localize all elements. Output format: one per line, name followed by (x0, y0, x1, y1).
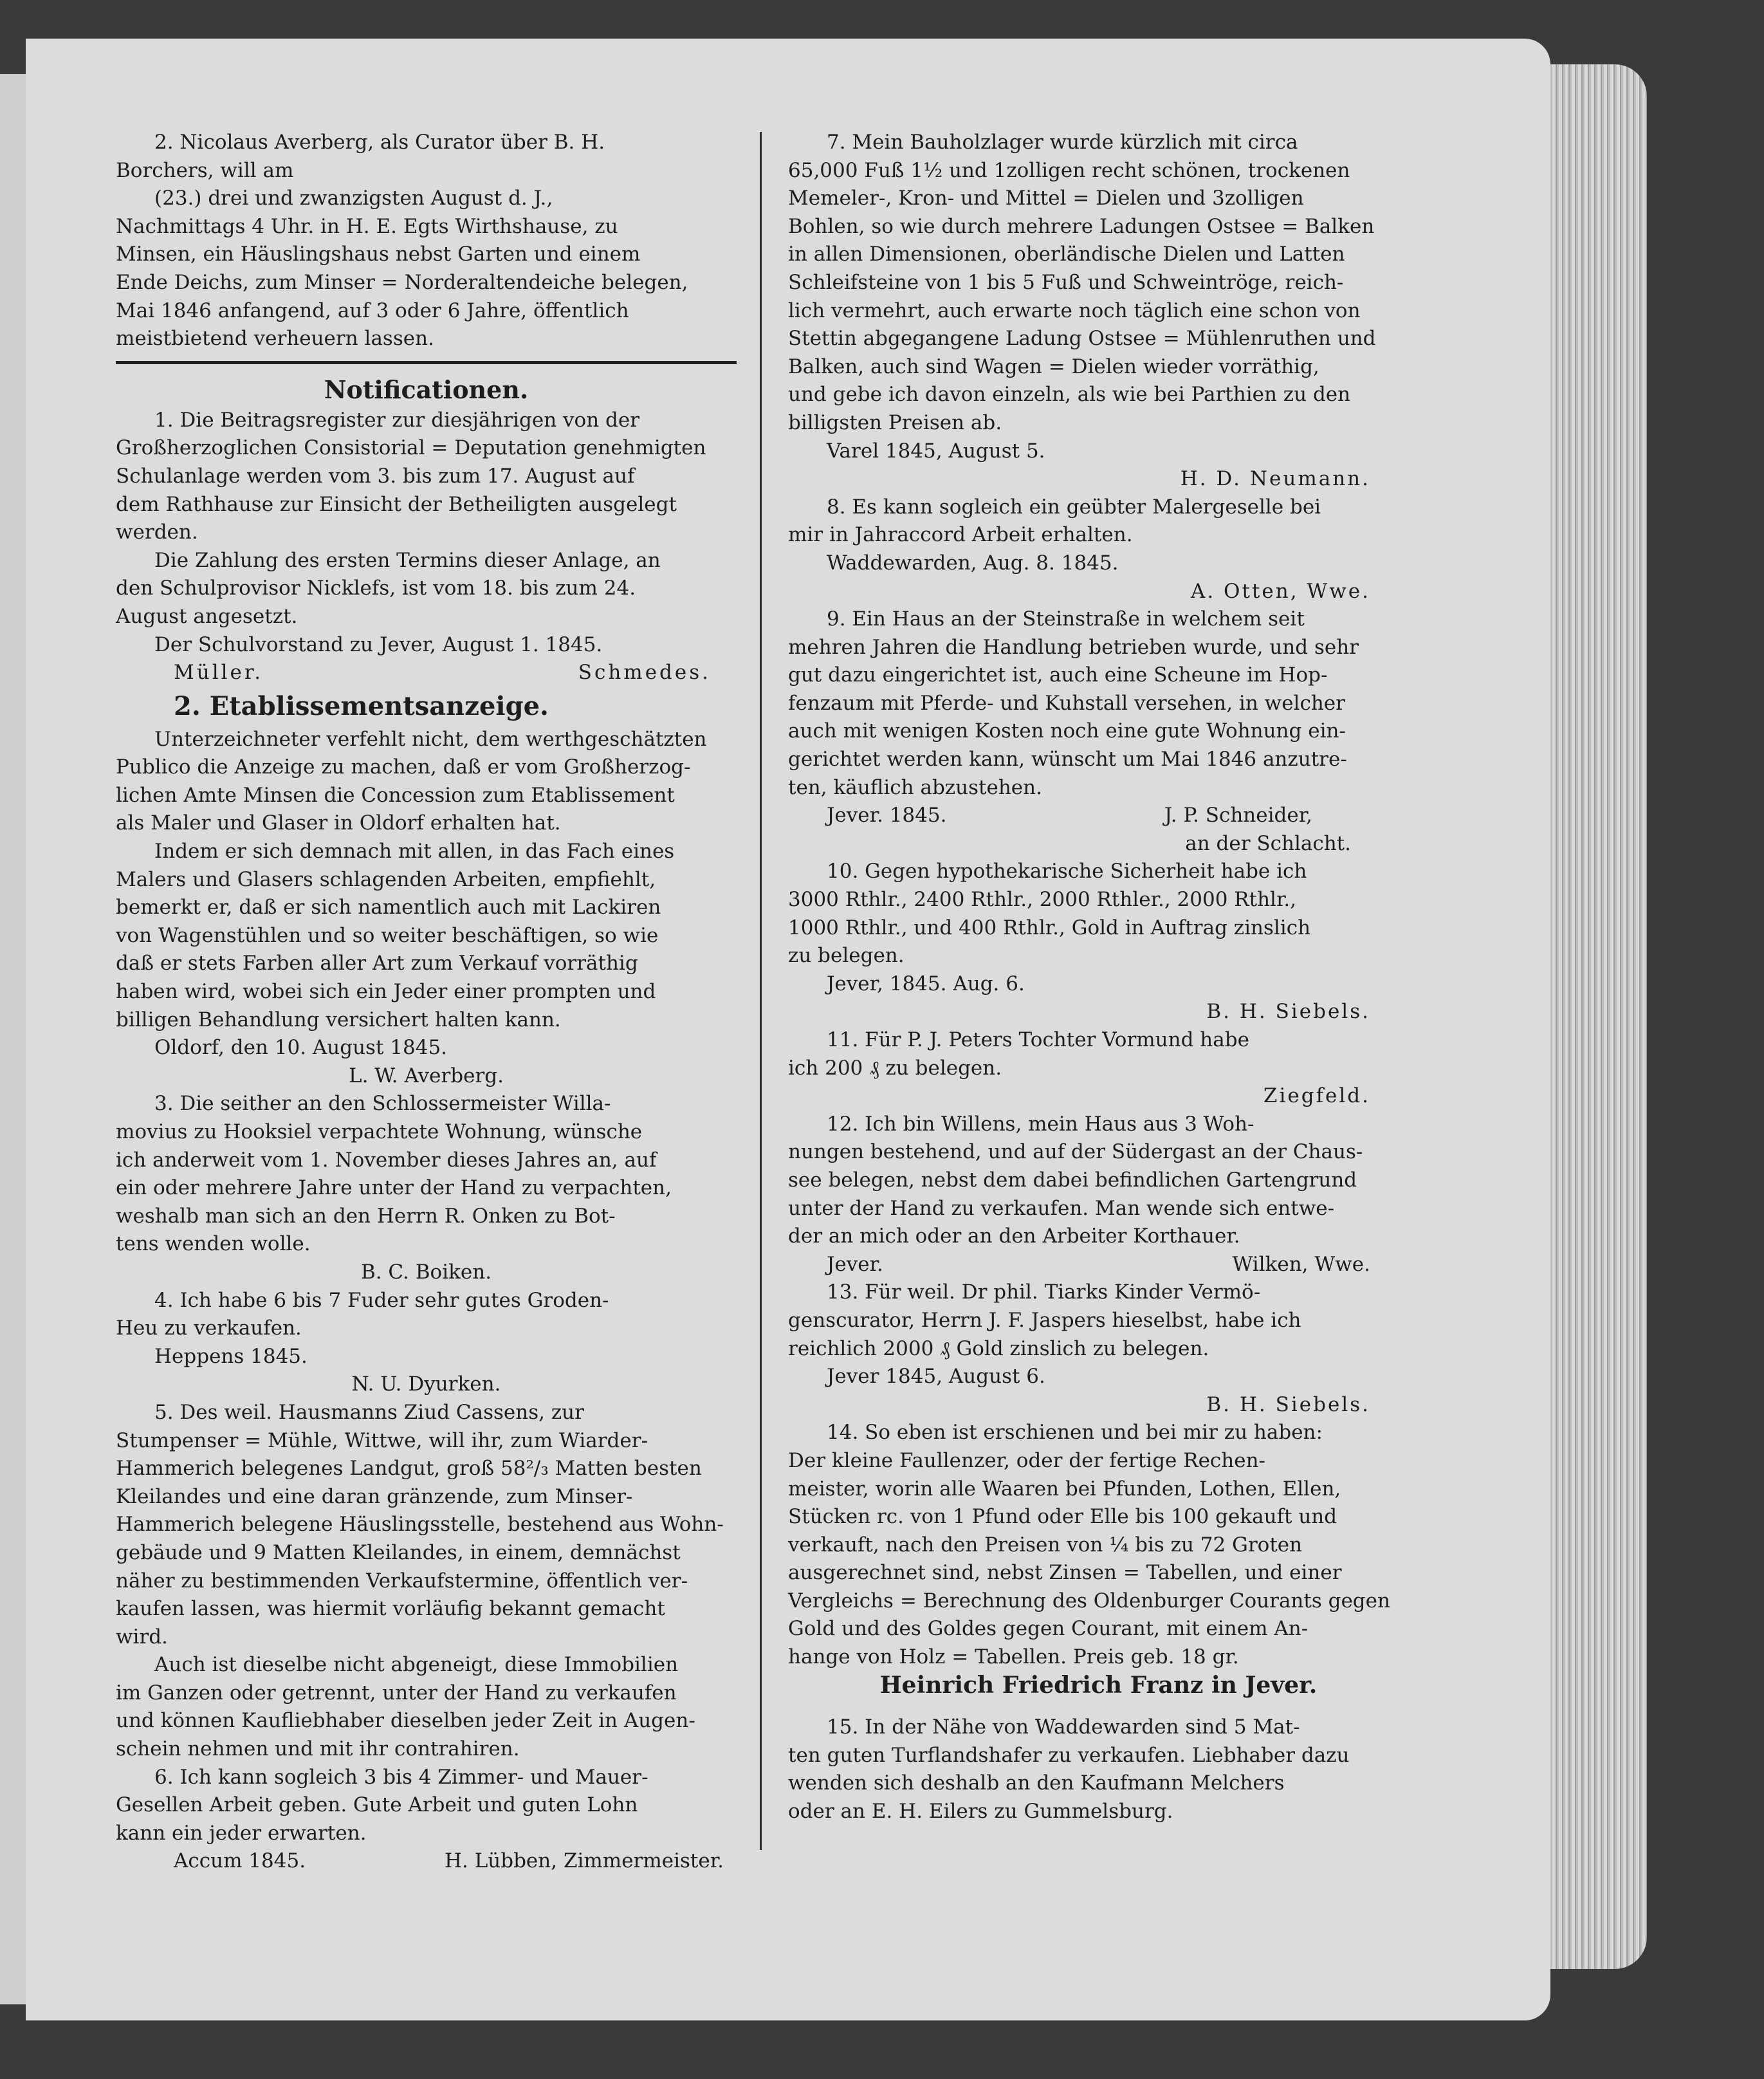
signature-averberg: L. W. Averberg. (349, 1064, 504, 1087)
text-line: oder an E. H. Eilers zu Gummelsburg. (788, 1800, 1173, 1824)
signature-franz: Heinrich Friedrich Franz in Jever. (879, 1671, 1318, 1699)
place-accum: Accum 1845. (174, 1849, 306, 1873)
text-line: haben wird, wobei sich ein Jeder einer prompten und (116, 980, 656, 1004)
left-column (116, 129, 737, 1876)
signature-boiken: B. C. Boiken. (360, 1260, 492, 1284)
text-line: meistbietend verheuern lassen. (116, 327, 434, 351)
text-line: dem Rathhause zur Einsicht der Betheiligten ausgelegt (116, 492, 677, 516)
text-line: hange von Holz = Tabellen. Preis geb. 18 gr. (788, 1645, 1239, 1669)
text-line: Minsen, ein Häuslingshaus nebst Garten und einem (116, 243, 641, 266)
left-page-edge (0, 74, 26, 2004)
signature-otten: A. Otten, Wwe. (1190, 579, 1370, 603)
text-line: wird. (116, 1625, 168, 1649)
text-line: 9. Ein Haus an der Steinstraße in welchem seit (827, 607, 1305, 631)
notice-4-hay (116, 1287, 737, 1371)
text-line: ausgerechnet sind, nebst Zinsen = Tabellen, und einer (788, 1561, 1342, 1585)
text-line: gut dazu eingerichtet ist, auch eine Scheune im Hop- (788, 663, 1328, 687)
text-line: ein oder mehrere Jahre unter der Hand zu verpachten, (116, 1176, 672, 1200)
text-line: 8. Es kann sogleich ein geübter Malergeselle bei (827, 495, 1321, 519)
text-line: fenzaum mit Pferde- und Kuhstall versehen, in welcher (788, 691, 1345, 715)
text-line: Nachmittags 4 Uhr. in H. E. Egts Wirthshause, zu (116, 214, 618, 238)
text-line: ich 200 ₰ zu belegen. (788, 1056, 1002, 1080)
notice-2-establishment (116, 726, 737, 1062)
text-line: movius zu Hooksiel verpachtete Wohnung, wünsche (116, 1120, 643, 1143)
text-line: August angesetzt. (116, 604, 298, 628)
book-page-edges (1538, 64, 1647, 1969)
text-line: kaufen lassen, was hiermit vorläufig bekannt gemacht (116, 1597, 665, 1621)
text-line: verkauft, nach den Preisen von ¼ bis zu 72 Groten (788, 1533, 1303, 1557)
right-column (788, 129, 1409, 1826)
text-line: Kleilandes und eine daran gränzende, zum Minser- (116, 1484, 633, 1508)
text-line: 13. Für weil. Dr phil. Tiarks Kinder Vermö- (827, 1280, 1261, 1304)
text-line: Hammerich belegenes Landgut, groß 58²/₃ Matten besten (116, 1457, 702, 1481)
text-line: 3000 Rthlr., 2400 Rthlr., 2000 Rthler., 2000 Rthlr., (788, 888, 1297, 912)
section-rule (116, 361, 737, 368)
text-line: zu belegen. (788, 944, 905, 968)
text-line: als Maler und Glaser in Oldorf erhalten hat. (116, 811, 561, 835)
text-line: Gesellen Arbeit geben. Gute Arbeit und guten Lohn (116, 1793, 638, 1817)
signature-ziegfeld: Ziegfeld. (1263, 1084, 1370, 1108)
text-line: Stettin abgegangene Ladung Ostsee = Mühlenruthen und (788, 327, 1376, 351)
text-line: im Ganzen oder getrennt, unter der Hand zu verkaufen (116, 1681, 677, 1705)
signature-mueller: Müller. (174, 661, 264, 685)
text-line: Jever, 1845. Aug. 6. (827, 972, 1025, 995)
text-line: gerichtet werden kann, wünscht um Mai 1846 anzutre- (788, 748, 1347, 772)
signature-wilken: Wilken, Wwe. (1232, 1252, 1370, 1276)
text-line: 12. Ich bin Willens, mein Haus aus 3 Woh- (827, 1112, 1254, 1136)
text-line: schein nehmen und mit ihr contrahiren. (116, 1737, 520, 1761)
text-line: Stücken rc. von 1 Pfund oder Elle bis 100 gekauft und (788, 1505, 1337, 1529)
text-line: ich anderweit vom 1. November dieses Jahres an, auf (116, 1148, 657, 1172)
text-line: Publico die Anzeige zu machen, daß er vom Großherzog- (116, 755, 691, 779)
signature-siebels-2: B. H. Siebels. (1206, 1392, 1370, 1416)
text-line: Schleifsteine von 1 bis 5 Fuß und Schweintröge, reich- (788, 270, 1344, 294)
text-line: Heu zu verkaufen. (116, 1317, 302, 1340)
text-line: werden. (116, 521, 198, 544)
text-line: mir in Jahraccord Arbeit erhalten. (788, 523, 1133, 547)
text-line: ten guten Turflandshafer zu verkaufen. Liebhaber dazu (788, 1743, 1350, 1767)
text-line: Jever 1845, August 6. (827, 1365, 1045, 1389)
text-line: weshalb man sich an den Herrn R. Onken zu Bot- (116, 1204, 616, 1228)
signature-row-schneider (788, 802, 1409, 830)
text-line: Schulanlage werden vom 3. bis zum 17. August auf (116, 464, 635, 488)
notice-5-estate (116, 1399, 737, 1764)
signature-dyurken: N. U. Dyurken. (351, 1372, 501, 1396)
text-line: Oldorf, den 10. August 1845. (154, 1036, 448, 1060)
text-line: daß er stets Farben aller Art zum Verkauf vorräthig (116, 952, 638, 975)
text-line: Malers und Glasers schlagenden Arbeiten, empfiehlt, (116, 867, 656, 891)
signature-row (116, 659, 737, 687)
text-line: Mai 1846 anfangend, auf 3 oder 6 Jahre, öffentlich (116, 299, 629, 322)
text-line: Der Schulvorstand zu Jever, August 1. 1845. (154, 633, 603, 656)
notice-11-guardian (788, 1026, 1409, 1082)
text-line: 65,000 Fuß 1½ und 1zolligen recht schönen, trockenen (788, 158, 1350, 182)
text-line: lichen Amte Minsen die Concession zum Etablissement (116, 783, 675, 807)
text-line: 3. Die seither an den Schlossermeister Willa- (154, 1092, 611, 1116)
text-line: auch mit wenigen Kosten noch eine gute Wohnung ein- (788, 719, 1346, 743)
notice-9-house (788, 605, 1409, 802)
text-line: 2. Nicolaus Averberg, als Curator über B. H. (154, 131, 605, 154)
text-line: gensc​urator, Herrn J. F. Jaspers hieselbst, habe ich (788, 1308, 1301, 1332)
notice-item-2-auction (116, 129, 737, 353)
notice-13-curator (788, 1279, 1409, 1391)
text-line: lich vermehrt, auch erwarte noch täglich eine schon von (788, 299, 1361, 322)
text-line: den Schulprovisor Nicklefs, ist vom 18. bis zum 24. (116, 577, 636, 600)
signature-schneider-address: an der Schlacht. (1185, 831, 1351, 855)
text-line: 15. In der Nähe von Waddewarden sind 5 Mat- (827, 1715, 1300, 1739)
notice-14-book (788, 1419, 1409, 1671)
text-line: Bohlen, so wie durch mehrere Ladungen Ostsee = Balken (788, 214, 1375, 238)
text-line: gebäude und 9 Matten Kleilandes, in einem, demnächst (116, 1540, 681, 1564)
establishment-heading: 2. Etablissementsanzeige. (174, 690, 549, 721)
text-line: Ende Deichs, zum Minser = Norderaltendeiche belegen, (116, 270, 688, 294)
text-line: Waddewarden, Aug. 8. 1845. (827, 551, 1119, 575)
text-line: Unterzeichneter verfehlt nicht, dem werthgeschätzten (154, 727, 707, 751)
text-line: mehren Jahren die Handlung betrieben wurde, und sehr (788, 635, 1359, 659)
text-line: Großherzoglichen Consistorial = Deputation genehmigten (116, 436, 706, 460)
notice-1-school-levy (116, 407, 737, 659)
text-line: und können Kaufliebhaber dieselben jeder Zeit in Augen- (116, 1709, 695, 1733)
text-line: nungen bestehend, und auf der Südergast an der Chaus- (788, 1140, 1363, 1164)
text-line: ten, käuflich abzustehen. (788, 775, 1042, 799)
place-jever-2: Jever. (827, 1252, 883, 1276)
notice-3-lease (116, 1090, 737, 1259)
text-line: 14. So eben ist erschienen und bei mir zu haben: (827, 1421, 1323, 1445)
signature-schneider: J. P. Schneider, (1164, 804, 1312, 827)
place-jever: Jever. 1845. (827, 804, 947, 827)
text-line: kann ein jeder erwarten. (116, 1821, 367, 1845)
text-line: von Wagenstühlen und so weiter beschäftigen, so wie (116, 923, 659, 947)
text-line: 10. Gegen hypothekarische Sicherheit habe ich (827, 860, 1307, 883)
signature-row-luebben (116, 1847, 737, 1876)
signature-schmedes: Schmedes. (578, 661, 711, 685)
text-line: Der kleine Faullenzer, oder der fertige Rechen- (788, 1448, 1266, 1472)
text-line: und gebe ich davon einzeln, als wie bei Parthien zu den (788, 383, 1351, 407)
text-line: 1. Die Beitragsregister zur diesjährigen von der (154, 408, 640, 432)
text-line: wenden sich deshalb an den Kaufmann Melchers (788, 1771, 1285, 1795)
signature-luebben: H. Lübben, Zimmermeister. (444, 1849, 724, 1873)
text-line: 1000 Rthlr., und 400 Rthlr., Gold in Auftrag zinslich (788, 916, 1311, 939)
text-line: (23.) drei und zwanzigsten August d. J., (154, 187, 553, 210)
text-line: billigen Behandlung versichert halten kann. (116, 1008, 561, 1031)
text-line: 5. Des weil. Hausmanns Ziud Cassens, zur (154, 1400, 584, 1424)
notice-6-work (116, 1764, 737, 1848)
text-line: näher zu bestimmenden Verkaufstermine, öffentlich ver- (116, 1569, 688, 1593)
text-line: Balken, auch sind Wagen = Dielen wieder vorräthig, (788, 355, 1319, 378)
notice-8-painter (788, 494, 1409, 578)
text-line: bemerkt er, daß er sich namentlich auch mit Lackiren (116, 896, 661, 919)
text-line: Hammerich belegene Häuslingsstelle, bestehend aus Wohn- (116, 1513, 724, 1537)
text-line: Die Zahlung des ersten Termins dieser Anlage, an (154, 548, 661, 572)
text-line: meister, worin alle Waaren bei Pfunden, Lothen, Ellen, (788, 1477, 1341, 1501)
text-line: 11. Für P. J. Peters Tochter Vormund habe (827, 1028, 1249, 1051)
text-line: billigsten Preisen ab. (788, 411, 1002, 434)
column-divider (760, 132, 762, 1850)
text-line: Heppens 1845. (154, 1344, 308, 1368)
text-line: Gold und des Goldes gegen Courant, mit einem An- (788, 1617, 1309, 1641)
notifications-heading: Notificationen. (324, 374, 529, 404)
text-line: Vergleichs = Berechnung des Oldenburger Courants gegen (788, 1589, 1390, 1612)
text-line: Indem er sich demnach mit allen, in das Fach eines (154, 840, 675, 864)
text-line: 6. Ich kann sogleich 3 bis 4 Zimmer- und Mauer- (154, 1765, 648, 1789)
text-line: 7. Mein Bauholzlager wurde kürzlich mit circa (827, 131, 1298, 154)
text-line: Stumpenser = Mühle, Wittwe, will ihr, zum Wiarder- (116, 1428, 648, 1452)
text-line: unter der Hand zu verkaufen. Man wende sich entwe- (788, 1196, 1335, 1220)
text-line: see belegen, nebst dem dabei befindlichen Gartengrund (788, 1168, 1357, 1192)
signature-siebels-1: B. H. Siebels. (1206, 1000, 1370, 1024)
text-line: der an mich oder an den Arbeiter Korthauer. (788, 1224, 1240, 1248)
text-line: reichlich 2000 ₰ Gold zinslich zu belegen. (788, 1336, 1209, 1360)
signature-row-wilken (788, 1251, 1409, 1279)
text-line: in allen Dimensionen, oberländische Dielen und Latten (788, 243, 1345, 266)
notice-15-oats (788, 1714, 1409, 1825)
notice-12-house-sale (788, 1111, 1409, 1251)
signature-neumann: H. D. Neumann. (1180, 467, 1370, 491)
text-line: 4. Ich habe 6 bis 7 Fuder sehr gutes Groden- (154, 1288, 609, 1312)
text-line: Auch ist dieselbe nicht abgeneigt, diese Immobilien (154, 1653, 679, 1677)
notice-7-timber (788, 129, 1409, 465)
text-line: Varel 1845, August 5. (827, 439, 1045, 463)
notice-10-mortgage (788, 858, 1409, 998)
text-line: tens wenden wolle. (116, 1232, 311, 1256)
text-line: Memeler-, Kron- und Mittel = Dielen und 3zolligen (788, 187, 1304, 210)
text-line: Borchers, will am (116, 158, 294, 182)
